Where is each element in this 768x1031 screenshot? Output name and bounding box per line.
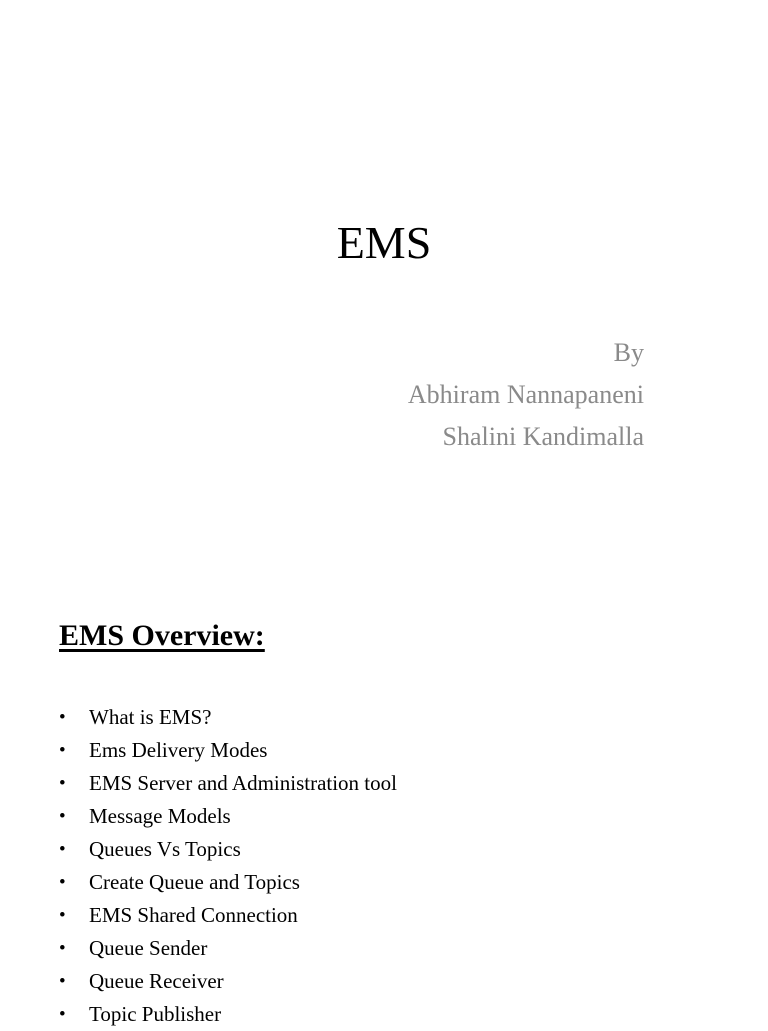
- list-item-text: Topic Publisher: [89, 1002, 222, 1026]
- author-byline: [408, 332, 644, 458]
- list-item: [59, 998, 397, 1031]
- bullet-icon: •: [59, 707, 66, 728]
- byline-author-2: Shalini Kandimalla: [442, 422, 644, 451]
- list-item: [59, 701, 397, 734]
- bullet-icon: •: [59, 839, 66, 860]
- list-item-text: EMS Shared Connection: [89, 903, 298, 927]
- byline-by: By: [613, 338, 644, 367]
- list-item-text: Queues Vs Topics: [89, 837, 241, 861]
- bullet-icon: •: [59, 971, 66, 992]
- list-item: [59, 800, 397, 833]
- list-item-text: Create Queue and Topics: [89, 870, 300, 894]
- list-item-text: What is EMS?: [89, 705, 212, 729]
- list-item: [59, 767, 397, 800]
- bullet-icon: •: [59, 740, 66, 761]
- bullet-icon: •: [59, 773, 66, 794]
- bullet-icon: •: [59, 938, 66, 959]
- byline-author-1: Abhiram Nannapaneni: [407, 380, 644, 409]
- list-item-text: EMS Server and Administration tool: [89, 771, 397, 795]
- bullet-icon: •: [59, 806, 66, 827]
- list-item: [59, 734, 397, 767]
- list-item: [59, 965, 397, 998]
- bullet-icon: •: [59, 905, 66, 926]
- list-item-text: Queue Receiver: [89, 969, 224, 993]
- list-item-text: Queue Sender: [89, 936, 208, 960]
- overview-heading: EMS Overview:: [59, 619, 265, 652]
- bullet-icon: •: [59, 1004, 66, 1025]
- overview-topic-list: [59, 701, 397, 1031]
- bullet-icon: •: [59, 872, 66, 893]
- list-item-text: Ems Delivery Modes: [89, 738, 268, 762]
- list-item: [59, 866, 397, 899]
- list-item: [59, 899, 397, 932]
- list-item-text: Message Models: [89, 804, 231, 828]
- list-item: [59, 932, 397, 965]
- slide-title: EMS: [336, 217, 432, 268]
- list-item: [59, 833, 397, 866]
